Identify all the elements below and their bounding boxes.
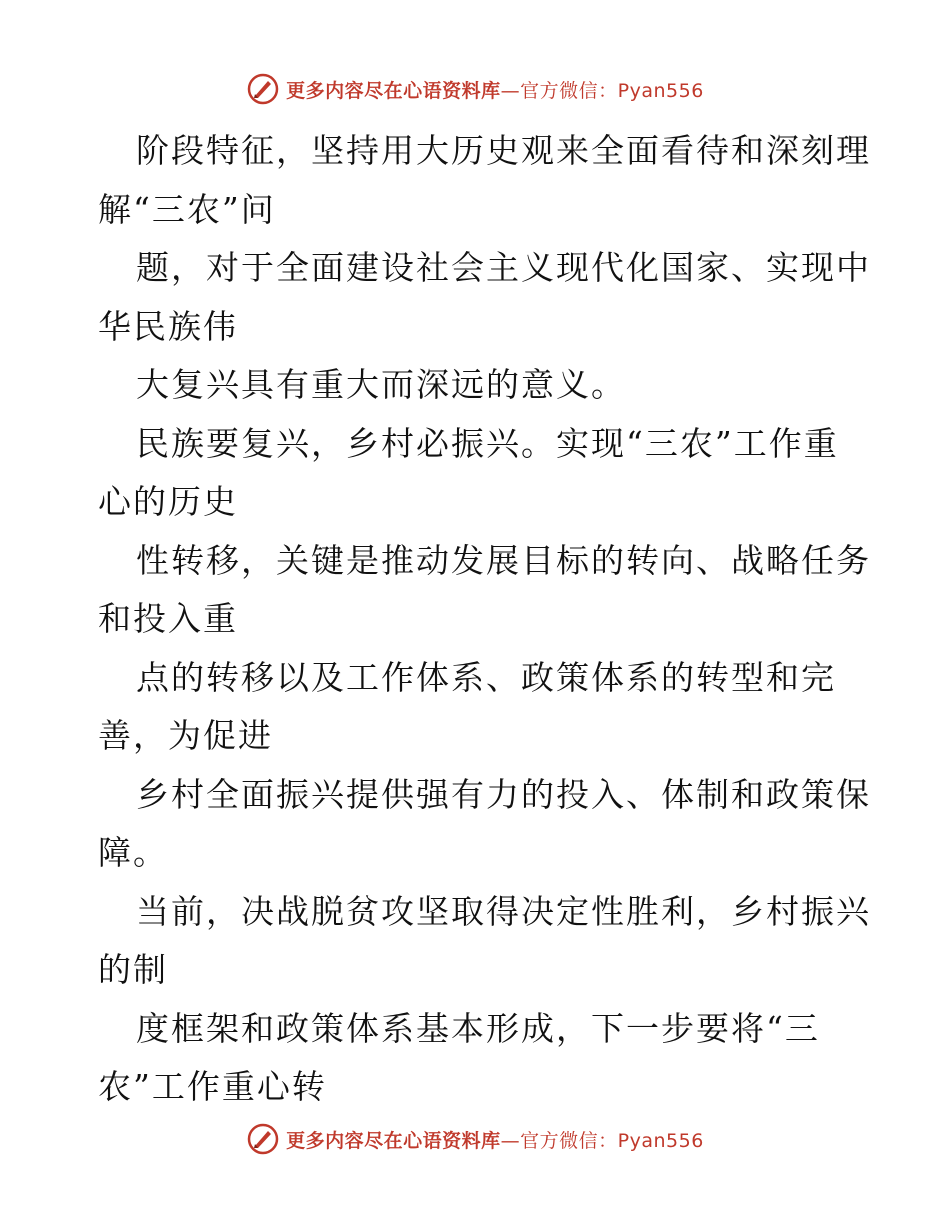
watermark-separator: —: [500, 79, 521, 102]
text-line: 农”工作重心转: [98, 1067, 327, 1106]
text-line: 当前，决战脱贫攻坚取得决定性胜利，乡村振兴: [136, 891, 871, 931]
text-line: 题，对于全面建设社会主义现代化国家、实现中: [136, 248, 871, 287]
text-line: 和投入重: [98, 599, 238, 638]
watermark-contact: 官方微信：Pyan556: [520, 79, 704, 102]
watermark-text: [286, 1126, 704, 1153]
text-line: 乡村全面振兴提供强有力的投入、体制和政策保: [136, 774, 871, 814]
text-line: 善，为促进: [98, 716, 273, 755]
footer-watermark: [0, 1122, 950, 1156]
watermark-separator: —: [500, 1129, 521, 1152]
text-line: 大复兴具有重大而深远的意义。: [136, 365, 626, 404]
text-line: 民族要复兴，乡村必振兴。实现“三农”工作重: [136, 423, 839, 463]
text-line: 性转移，关键是推动发展目标的转向、战略任务: [136, 540, 871, 580]
text-line: 障。: [98, 833, 168, 872]
quill-seal-icon: [246, 1122, 280, 1156]
text-line: 阶段特征，坚持用大历史观来全面看待和深刻理: [136, 131, 871, 170]
watermark-contact: 官方微信：Pyan556: [520, 1129, 704, 1152]
quill-seal-icon: [246, 72, 280, 106]
text-line: 度框架和政策体系基本形成，下一步要将“三: [136, 1008, 820, 1048]
text-line: 解“三农”问: [98, 189, 276, 229]
document-body: [98, 122, 878, 1117]
watermark-brand: 更多内容尽在心语资料库: [286, 1129, 501, 1152]
watermark-brand: 更多内容尽在心语资料库: [286, 79, 501, 102]
text-line: 的制: [98, 950, 168, 989]
text-line: 点的转移以及工作体系、政策体系的转型和完: [136, 657, 836, 697]
header-watermark: [0, 72, 950, 106]
text-line: 华民族伟: [98, 306, 238, 346]
text-line: 心的历史: [98, 482, 238, 521]
watermark-text: [286, 76, 704, 103]
